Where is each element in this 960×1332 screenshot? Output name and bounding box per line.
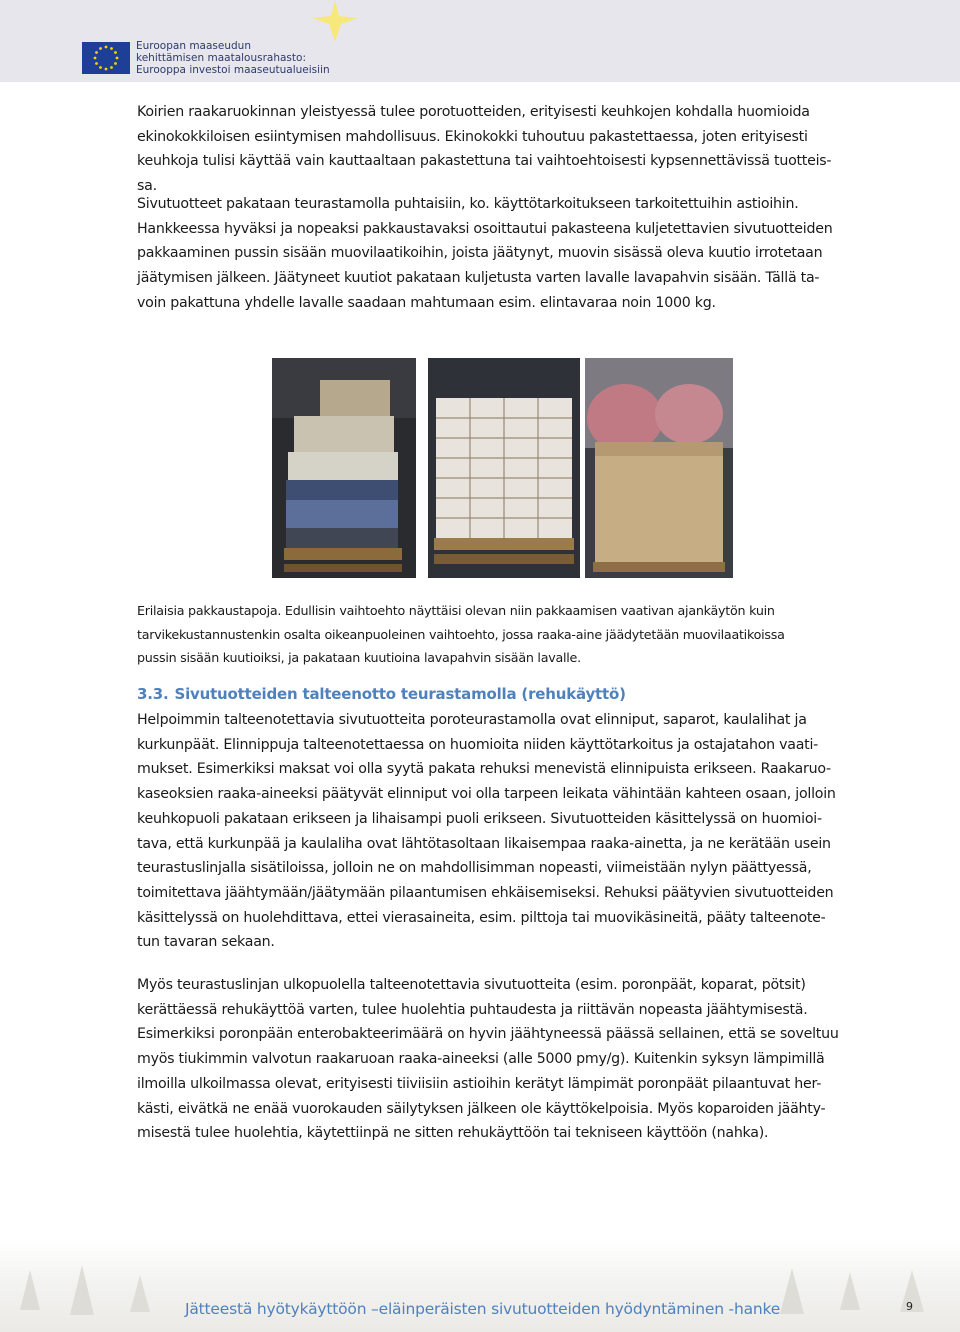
caption-line: pussin sisään kuutioiksi, ja pakataan kuutioina lavapahvin sisään lavalle. [137,650,581,665]
text-line: keuhkoja tulisi käyttää vain kauttaaltaan pakastettuna tai vaihtoehtoisesti kypsennettävissä tuotteis- [137,153,832,170]
text-line: Helpoimmin talteenotettavia sivutuotteita poroteurastamolla ovat elinniput, saparot, kaulalihat ja [137,712,807,728]
text-line: ekinokokkiloisen esiintymisen mahdollisuus. Ekinokokki tuhoutuu pakastettaessa, joten erityisesti [137,128,808,145]
text-line: toimitettava jäähtymään/jäätymään pilaantumisen ehkäisemiseksi. Rehuksi päätyvien sivutuotteiden [137,884,834,901]
photo-cardboard-pallet [585,358,733,578]
text-line: ilmoilla ulkoilmassa olevat, erityisesti tiiviisiin astioihin kerätyt lämpimät poronpäät pilaantuvat her- [137,1075,822,1092]
section-heading [137,685,626,703]
text-line: keuhkopuoli pakataan erikseen ja lihaisampi puoli erikseen. Sivutuotteiden käsittelyssä on huomioi- [137,810,822,827]
eu-funding-text [136,40,330,76]
footer-project-title: Jätteestä hyötykäyttöön –eläinperäisten sivutuotteiden hyödyntäminen -hanke [185,1300,781,1318]
eu-line-2: kehittämisen maatalousrahasto: [136,52,306,64]
text-line: kaseoksien raaka-aineeksi päätyvät elinniput voi olla tarpeen leikata vähintään kahteen osaan, jolloin [137,786,836,803]
text-line: teurastuslinjalla sisätiloissa, jolloin ne on mahdollisimman nopeasti, viimeistään nylyn päättyessä, [137,860,812,877]
text-line: misestä tulee huolehtia, käytettiinpä ne sitten rehukäyttöön tai tekniseen käyttöön (nahka). [137,1125,769,1142]
page-header [0,0,960,90]
text-line: voin pakattuna yhdelle lavalle saadaan mahtumaan esim. elintavaraa noin 1000 kg. [137,294,716,311]
figure-caption [137,599,877,670]
paragraph-intro [137,100,873,199]
text-line: käsittelyssä on huolehdittava, ettei vierasaineita, esim. pilttoja tai muovikäsineitä, pääty talteenote- [137,909,826,926]
section-number: 3.3. [137,685,169,703]
text-line: pakkaaminen pussin sisään muovilaatikoihin, joista jäätynyt, muovin sisässä oleva kuutio irrotetaan [137,245,823,262]
eu-flag-icon [82,42,130,74]
paragraph-outside-line [137,973,873,1146]
text-line: sa. [137,178,157,195]
text-line: Koirien raakaruokinnan yleistyessä tulee porotuotteiden, erityisesti keuhkojen kohdalla huomioida [137,104,810,120]
star-icon [300,0,370,44]
photo-pallet-boxes [272,358,416,578]
eu-line-1: Euroopan maaseudun [136,40,251,52]
text-line: jäätymisen jälkeen. Jäätyneet kuutiot pakataan kuljetusta varten lavalle lavapahvin sisään. Tällä ta- [137,270,820,287]
text-line: kurkunpäät. Elinnippuja talteenotettaessa on huomioita niiden käyttötarkoitus ja ostajatahon vaati- [137,736,819,753]
text-line: kerättäessä rehukäyttöä varten, tulee huolehtia puhtaudesta ja riittävän nopeasta jäähtymisestä. [137,1001,808,1018]
caption-line: tarvikekustannustenkin osalta oikeanpuoleinen vaihtoehto, jossa raaka-aine jäädytetään muovilaatikoissa [137,626,785,642]
text-line: tun tavaran sekaan. [137,934,275,951]
section-title: Sivutuotteiden talteenotto teurastamolla (rehukäyttö) [174,685,626,703]
text-line: Hankkeessa hyväksi ja nopeaksi pakkaustavaksi osoittautui pakasteena kuljetettavien sivutuotteiden [137,220,833,237]
text-line: tava, että kurkunpää ja kaulaliha ovat lähtötasoltaan likaisempaa raaka-ainetta, ja ne kerätään usein [137,835,831,852]
text-line: Esimerkiksi poronpään enterobakteerimäärä on hyvin jäähtyneessä päässä sellainen, että se soveltuu [137,1026,839,1043]
paragraph-packaging [137,192,873,316]
reindeer-silhouettes-icon [0,1240,960,1332]
text-line: kästi, eivätkä ne enää vuorokauden säilytyksen jälkeen ole käyttökelpoisia. Myös koparoiden jäähty- [137,1100,826,1117]
text-line: Sivutuotteet pakataan teurastamolla puhtaisiin, ko. käyttötarkoitukseen tarkoitettuihin astioihin. [137,196,799,212]
page-number: 9 [906,1300,913,1313]
eu-line-3: Eurooppa investoi maaseutualueisiin [136,64,330,76]
page-footer [0,1240,960,1332]
caption-line: Erilaisia pakkaustapoja. Edullisin vaihtoehto näyttäisi olevan niin pakkaamisen vaativan ajankäytön kuin [137,603,775,618]
photo-frozen-cubes [428,358,580,578]
text-line: myös tiukimmin valvotun raakaruoan raaka-aineeksi (alle 5000 pmy/g). Kuitenkin syksyn lämpimillä [137,1051,825,1068]
text-line: mukset. Esimerkiksi maksat voi olla syytä pakata rehuksi menevistä elinnipuista erikseen. Raakaruo- [137,761,831,778]
paragraph-byproducts [137,708,873,955]
text-line: Myös teurastuslinjan ulkopuolella talteenotettavia sivutuotteita (esim. poronpäät, koparat, pötsit) [137,977,806,993]
